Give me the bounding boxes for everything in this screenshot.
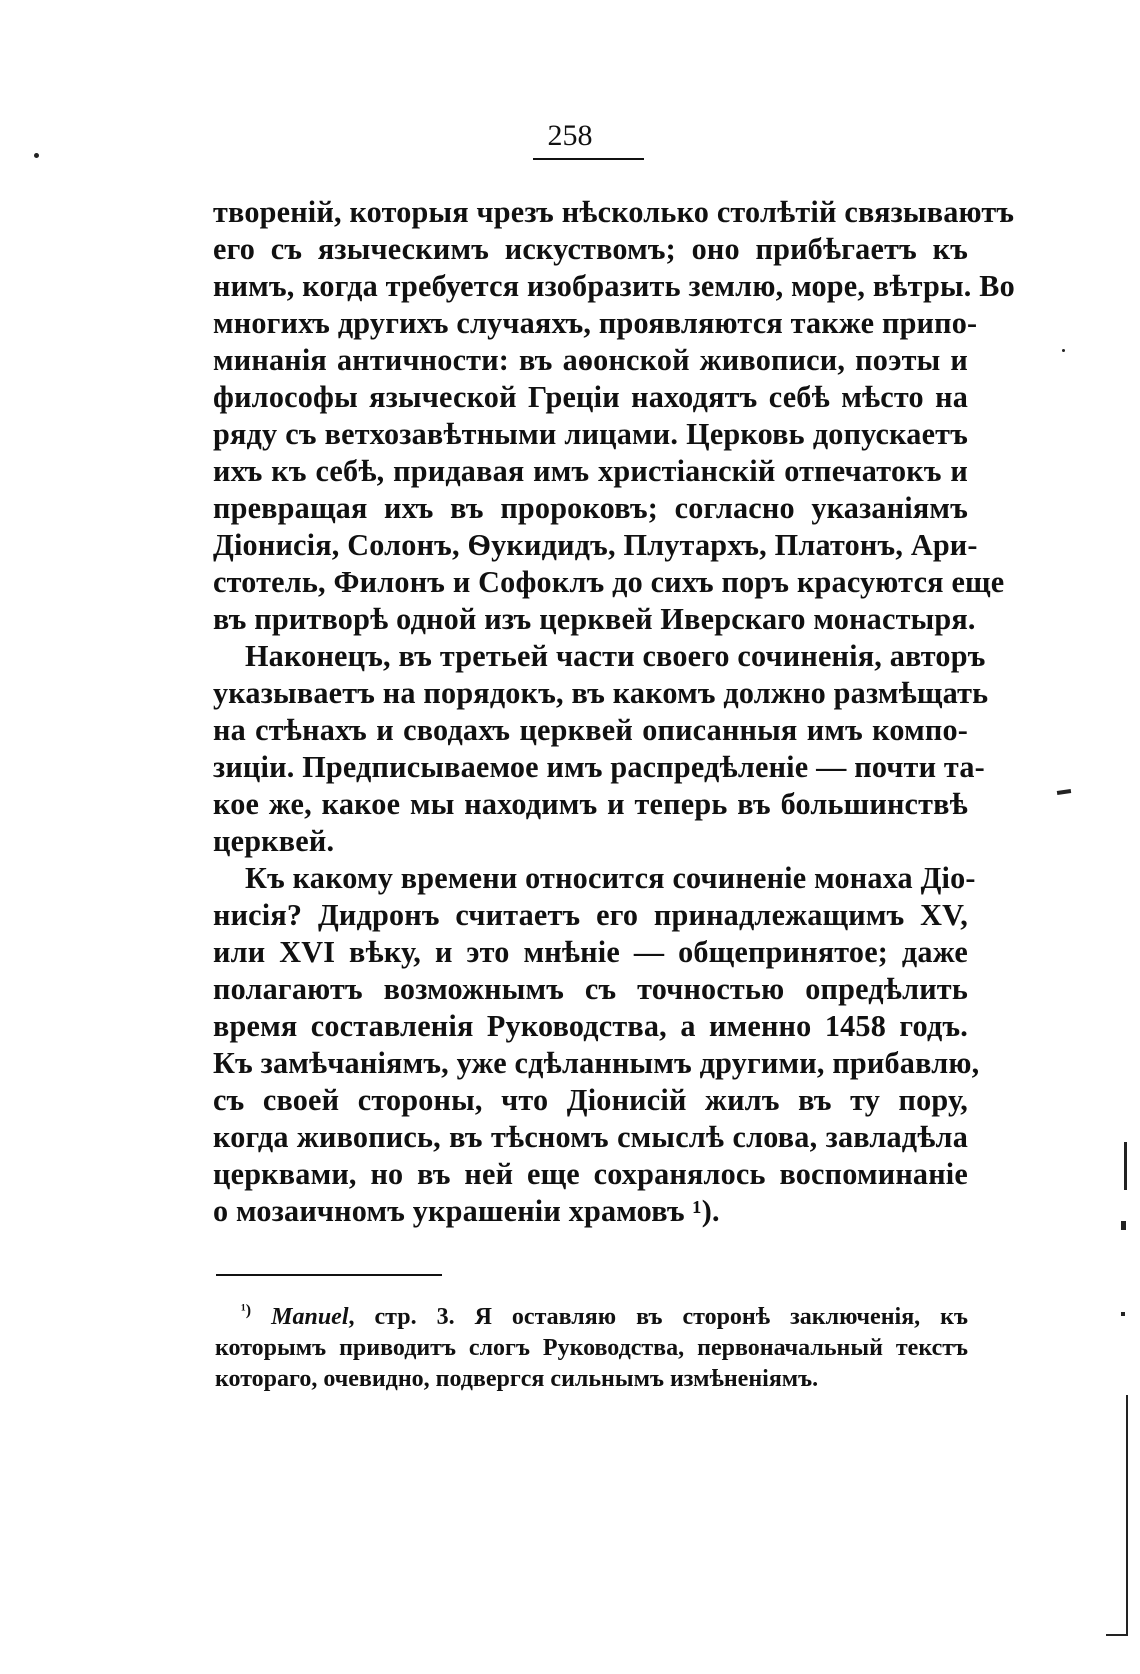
main-text	[213, 194, 1015, 1230]
text-line: ихъ къ себѣ, придавая имъ христіанскій отпечатокъ и	[213, 454, 968, 488]
text-line: о мозаичномъ украшеніи храмовъ ¹).	[213, 1194, 720, 1228]
footnote-rule	[216, 1274, 442, 1276]
scan-speck	[1121, 1312, 1125, 1316]
text-line: Къ какому времени относится сочиненіе монаха Діо-	[245, 861, 976, 895]
text-line: полагаютъ возможнымъ съ точностью опредѣлить	[213, 972, 968, 1006]
text-line: церквей.	[213, 824, 335, 858]
text-line: превращая ихъ въ пророковъ; согласно указаніямъ	[213, 491, 968, 525]
text-line: Діонисія, Солонъ, Ѳукидидъ, Плутархъ, Платонъ, Ари-	[213, 528, 978, 562]
text-line: твореній, которыя чрезъ нѣсколько столѣтій связываютъ	[213, 195, 1015, 229]
text-line: минанія античности: въ аѳонской живописи, поэты и	[213, 343, 968, 377]
footnote	[215, 1295, 968, 1395]
text-line: его съ языческимъ искуствомъ; оно прибѣгаетъ къ	[213, 232, 968, 266]
text-line: или XVI вѣку, и это мнѣніе — общепринятое; даже	[213, 935, 968, 969]
text-line: когда живопись, въ тѣсномъ смыслѣ слова, завладѣла	[213, 1120, 968, 1154]
text-line: многихъ другихъ случаяхъ, проявляются также припо-	[213, 306, 978, 340]
text-line: указываетъ на порядокъ, въ какомъ должно размѣщать	[213, 676, 989, 710]
text-line: нисія? Дидронъ считаетъ его принадлежащимъ XV,	[213, 898, 968, 932]
text-line: ряду съ ветхозавѣтными лицами. Церковь допускаетъ	[213, 417, 968, 451]
scan-speck	[1057, 789, 1071, 795]
text-line: Къ замѣчаніямъ, уже сдѣланнымъ другими, прибавлю,	[213, 1046, 980, 1080]
text-line: церквами, но въ ней еще сохранялось воспоминаніе	[213, 1157, 968, 1191]
scan-speck	[1124, 1142, 1127, 1190]
text-line: время составленія Руководства, а именно 1458 годъ.	[213, 1009, 968, 1043]
scan-speck	[1126, 1395, 1128, 1635]
scan-speck	[1106, 1634, 1128, 1636]
footnote-marker: ¹)	[241, 1302, 252, 1319]
text-line: въ притворѣ одной изъ церквей Иверскаго монастыря.	[213, 602, 976, 636]
text-line: Наконецъ, въ третьей части своего сочиненія, авторъ	[245, 639, 986, 673]
page-number: 258	[547, 119, 593, 152]
footnote-line: котораго, очевидно, подвергся сильнымъ измѣненіямъ.	[215, 1366, 819, 1392]
text-line: нимъ, когда требуется изобразить землю, море, вѣтры. Во	[213, 269, 1015, 303]
text-line: съ своей стороны, что Діонисій жилъ въ ту пору,	[213, 1083, 968, 1117]
scan-speck	[1062, 349, 1065, 352]
footnote-source-title: Manuel	[271, 1304, 349, 1330]
footnote-line	[215, 1295, 968, 1333]
scan-speck	[1121, 1221, 1126, 1230]
footnote-line: которымъ приводитъ слогъ Руководства, первоначальный текстъ	[215, 1335, 968, 1361]
page-number-rule	[533, 158, 644, 160]
text-line: зиціи. Предписываемое имъ распредѣленіе — почти та-	[213, 750, 985, 784]
text-line: философы языческой Греціи находятъ себѣ мѣсто на	[213, 380, 968, 414]
text-line: на стѣнахъ и сводахъ церквей описанныя имъ компо-	[213, 713, 968, 747]
scan-speck	[34, 153, 39, 158]
text-line: кое же, какое мы находимъ и теперь въ большинствѣ	[213, 787, 968, 821]
footnote-text: , стр. 3. Я оставляю въ сторонѣ заключенія, къ	[348, 1304, 969, 1330]
text-line: стотель, Филонъ и Софоклъ до сихъ поръ красуются еще	[213, 565, 1005, 599]
